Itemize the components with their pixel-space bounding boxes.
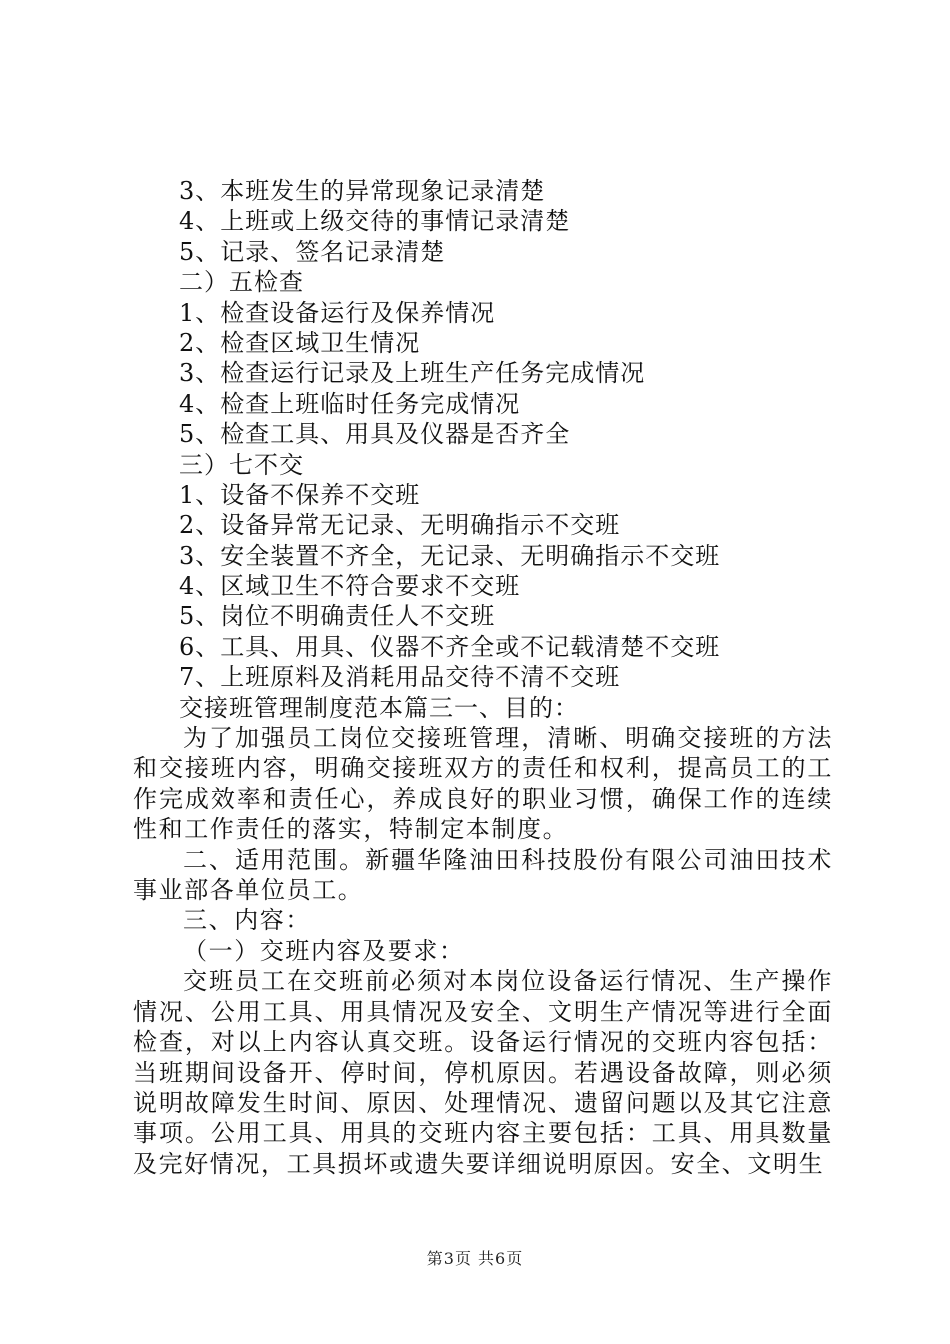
sub-heading: （一）交班内容及要求： — [183, 936, 465, 965]
purpose-paragraph: 为了加强员工岗位交接班管理，清晰、明确交接班的方法和交接班内容，明确交接班双方的责任和权利，提高员工的工作完成效率和责任心，养成良好的职业习惯，确保工作的连续性和工作责任的落实，特制定本制度。 — [133, 724, 833, 844]
list-item: 5、岗位不明确责任人不交班 — [179, 602, 496, 631]
page-number: 第3页 共6页 — [426, 1249, 524, 1268]
list-item: 6、工具、用具、仪器不齐全或不记载清楚不交班 — [179, 632, 721, 661]
list-item: 3、本班发生的异常现象记录清楚 — [179, 177, 546, 205]
scope-paragraph: 二、适用范围。新疆华隆油田科技股份有限公司油田技术事业部各单位员工。 — [133, 845, 833, 905]
list-item: 7、上班原料及消耗用品交待不清不交班 — [179, 663, 621, 692]
list-item: 3、检查运行记录及上班生产任务完成情况 — [179, 359, 646, 388]
document-body — [133, 176, 833, 1179]
section-heading: 三）七不交 — [179, 450, 304, 479]
list-item: 5、记录、签名记录清楚 — [179, 237, 446, 266]
list-item: 2、设备异常无记录、无明确指示不交班 — [179, 511, 621, 540]
handover-paragraph: 交班员工在交班前必须对本岗位设备运行情况、生产操作情况、公用工具、用具情况及安全、文明生产情况等进行全面检查，对以上内容认真交班。设备运行情况的交班内容包括：当班期间设备开、停时间，停机原因。若遇设备故障，则必须说明故障发生时间、原因、处理情况、遗留问题以及其它注意事项。公用工具、用具的交班内容主要包括：工具、用具数量及完好情况，工具损坏或遗失要详细说明原因。安全、文明生 — [133, 967, 833, 1178]
section-heading: 二）五检查 — [179, 268, 304, 297]
content-heading: 三、内容： — [183, 906, 311, 935]
list-item: 3、安全装置不齐全，无记录、无明确指示不交班 — [179, 541, 721, 570]
list-item: 1、检查设备运行及保养情况 — [179, 298, 496, 327]
list-item: 4、检查上班临时任务完成情况 — [179, 389, 521, 418]
section-heading: 交接班管理制度范本篇三一、目的： — [179, 693, 579, 722]
list-item: 5、检查工具、用具及仪器是否齐全 — [179, 420, 571, 449]
list-item: 1、设备不保养不交班 — [179, 480, 421, 509]
list-item: 4、上班或上级交待的事情记录清楚 — [179, 207, 571, 236]
list-item: 4、区域卫生不符合要求不交班 — [179, 572, 521, 601]
list-item: 2、检查区域卫生情况 — [179, 328, 421, 357]
